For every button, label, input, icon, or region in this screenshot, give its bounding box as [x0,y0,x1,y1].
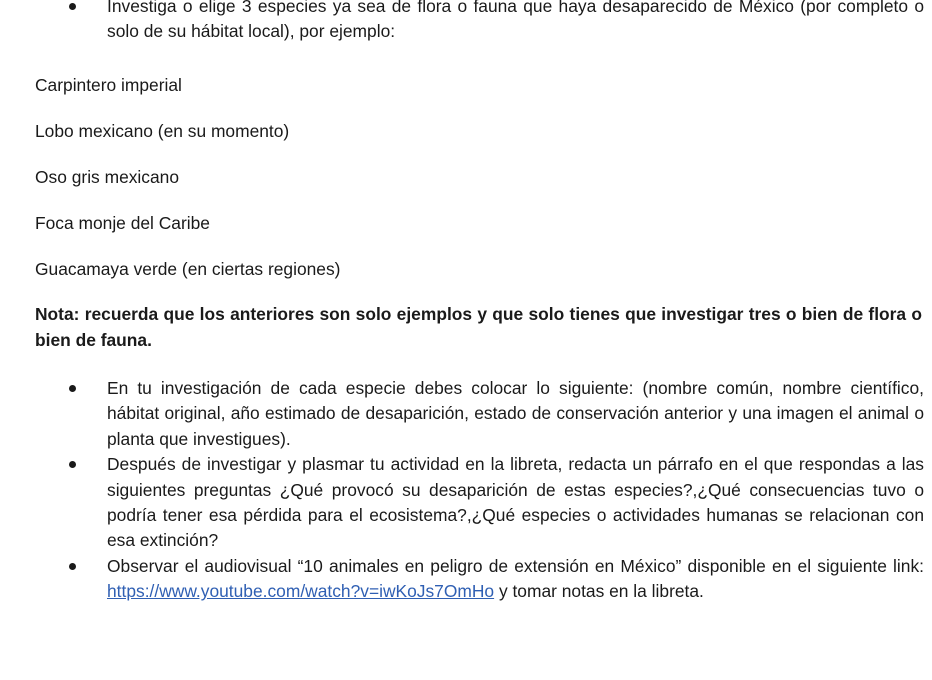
bullet-icon [69,385,76,392]
species-item: Oso gris mexicano [35,167,180,187]
bullet-icon [69,461,76,468]
video-instruction-text: Observar el audiovisual “10 animales en peligro de extensión en México” disponible en el siguiente link: [107,555,924,576]
youtube-link[interactable]: https://www.youtube.com/watch?v=iwKoJs7OmHo [107,581,495,602]
intro-bullet-list [0,0,932,51]
species-item: Foca monje del Caribe [35,213,210,233]
intro-bullet [0,0,932,45]
instruction-bullet-text: Después de investigar y plasmar tu actividad en la libreta, redacta un párrafo en el que respondas a las siguientes preguntas ¿Qué provocó su desaparición de estas especies?,¿Qué consecuencias tuvo o podría tener esa pérdida para el ecosistema?,¿Qué especies o actividades humanas se relacionan con esa extinción? [107,454,924,551]
bullet-icon [69,3,76,10]
species-item: Lobo mexicano (en su momento) [35,121,290,141]
video-instruction-suffix: y tomar notas en la libreta. [494,581,704,602]
instructions-bullet-list [0,376,932,605]
species-item: Carpintero imperial [35,75,182,95]
instruction-bullet-text: En tu investigación de cada especie debes colocar lo siguiente: (nombre común, nombre científico, hábitat original, año estimado de desaparición, estado de conservación anterior y una imagen el animal o planta que investigues). [107,378,924,449]
bullet-icon [69,563,76,570]
species-item: Guacamaya verde (en ciertas regiones) [35,259,341,279]
instruction-bullet [0,452,932,554]
intro-bullet-text: Investiga o elige 3 especies ya sea de flora o fauna que haya desaparecido de México (por completo o solo de su hábitat local), por ejemplo: [107,0,924,42]
instruction-bullet [0,554,932,605]
instruction-bullet [0,376,932,452]
note-paragraph: Nota: recuerda que los anteriores son solo ejemplos y que solo tienes que investigar tres o bien de flora o bien de fauna. [35,304,922,350]
